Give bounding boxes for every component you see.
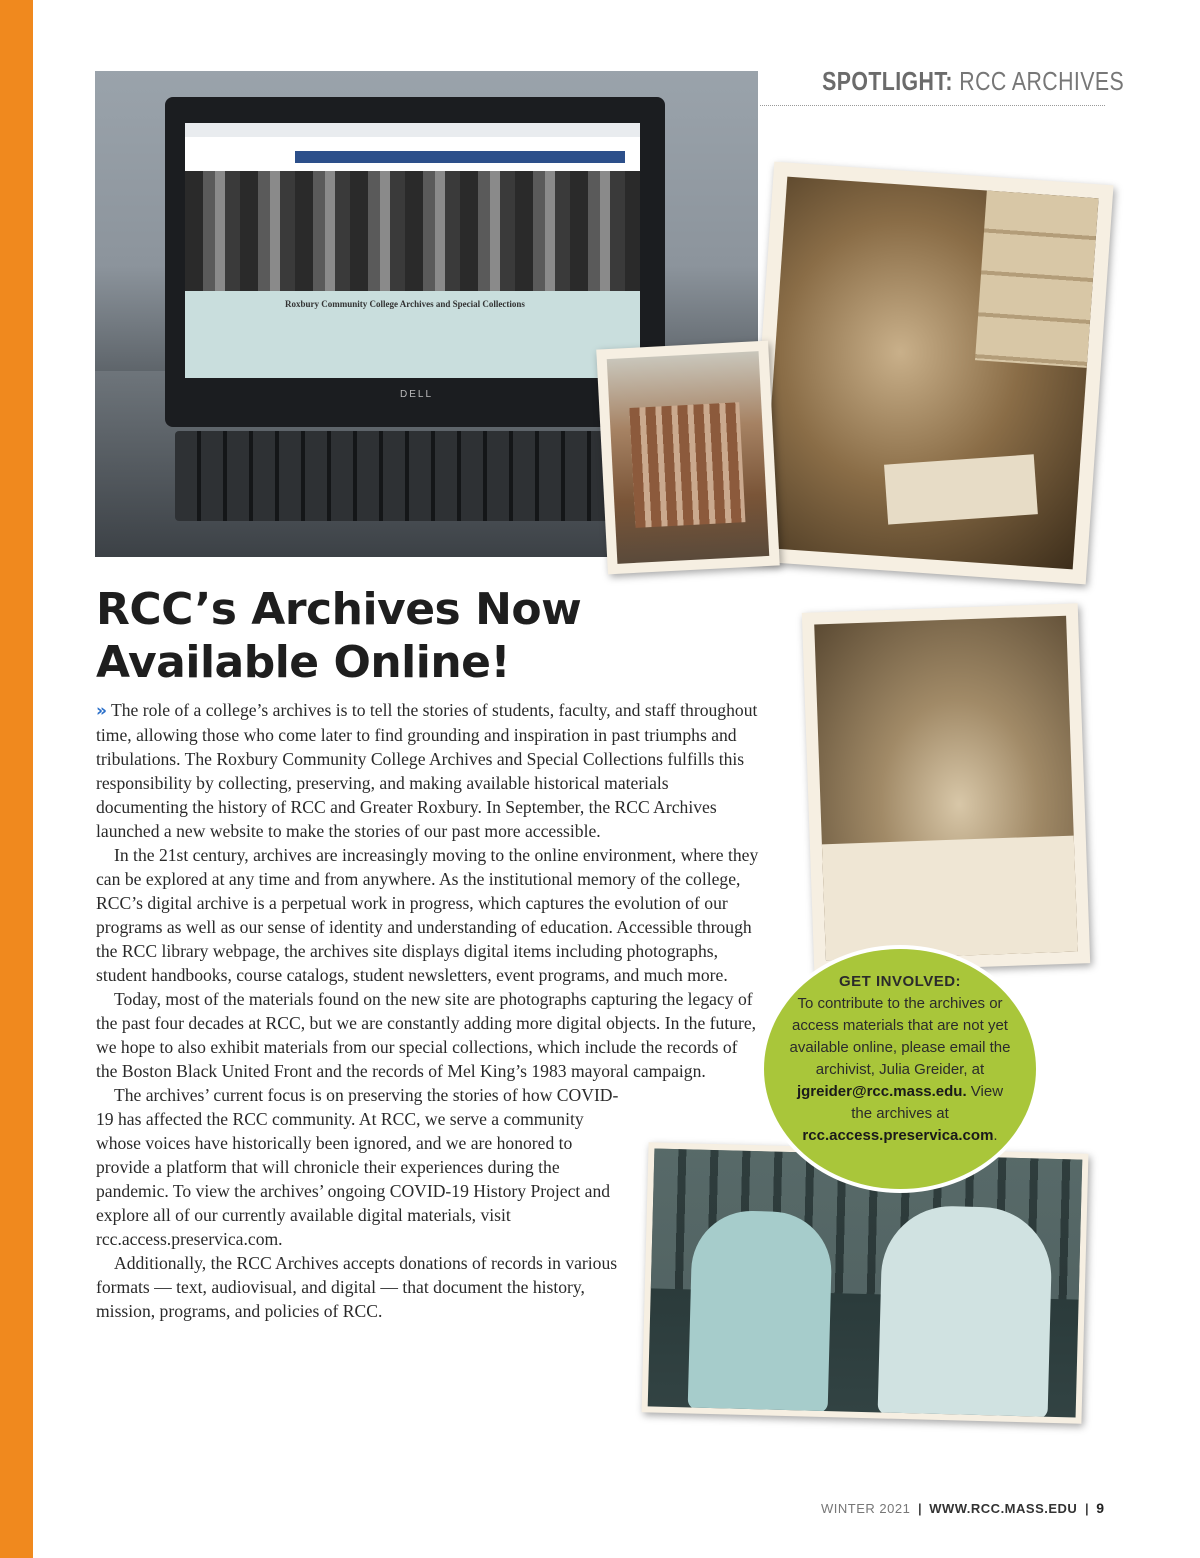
paragraph-2: In the 21st century, archives are increasingly moving to the online environment, where they can be explored at any time and from anywhere. As the institutional memory of the college, RCC’s digital archive is a perpetual work in progress, which captures the evolution of our programs as well as our sense of identity and understanding of education. Accessible through the RCC library webpage, the archives site displays digital items including photographs, student handbooks, course catalogs, student newsletters, event programs, and much more. bbox=[96, 845, 759, 985]
callout-text-1: To contribute to the archives or access materials that are not yet available online, please email the archivist, Julia Greider, at bbox=[789, 995, 1011, 1078]
photo-typing-frame bbox=[746, 162, 1113, 585]
footer-url[interactable]: WWW.RCC.MASS.EDU bbox=[929, 1501, 1078, 1516]
brick-building bbox=[629, 402, 745, 528]
footer-separator: | bbox=[1084, 1501, 1089, 1516]
keyboard-in-photo bbox=[884, 454, 1038, 524]
callout-content bbox=[788, 971, 1012, 1147]
article-title: RCC’s Archives Now Available Online! bbox=[96, 584, 582, 688]
paragraph-5: Additionally, the RCC Archives accepts donations of records in various formats — text, audiovisual, and digital — that document the history, mission, programs, and policies of RCC. bbox=[96, 1253, 618, 1321]
callout-site-link[interactable]: rcc.access.preservica.com bbox=[802, 1127, 994, 1144]
file-cabinets bbox=[975, 191, 1099, 368]
photo-typing bbox=[761, 177, 1098, 570]
website-nav bbox=[295, 151, 625, 163]
cafeteria-table bbox=[822, 836, 1078, 961]
callout-heading: GET INVOLVED: bbox=[838, 973, 962, 990]
photo-building bbox=[607, 351, 770, 564]
photo-cafeteria bbox=[814, 616, 1078, 961]
person-right bbox=[878, 1204, 1053, 1417]
browser-bar bbox=[185, 123, 640, 137]
double-chevron-right-icon: » bbox=[96, 701, 107, 721]
page-number: 9 bbox=[1096, 1500, 1104, 1516]
website-hero-photo bbox=[185, 171, 640, 291]
paragraph-3: Today, most of the materials found on the new site are photographs capturing the legacy of the past four decades at RCC, but we are constantly adding more digital objects. In the future, we hope to also exhibit materials from our special collections, which include the records of the Boston Black United Front and the records of Mel King’s 1983 mayoral campaign. bbox=[96, 989, 757, 1081]
website-title: Roxbury Community College Archives and Special Collections bbox=[285, 299, 525, 309]
page-footer bbox=[821, 1500, 1104, 1516]
photo-cafeteria-frame bbox=[802, 603, 1090, 972]
footer-season: WINTER 2021 bbox=[821, 1501, 911, 1516]
callout-text-3: . bbox=[993, 1127, 998, 1144]
callout-text-2: View the archives at bbox=[851, 1083, 1004, 1122]
section-header bbox=[822, 66, 1125, 97]
photo-building-frame bbox=[596, 341, 780, 575]
get-involved-callout bbox=[760, 945, 1040, 1193]
paragraph-4: The archives’ current focus is on preserving the stories of how COVID-19 has affected the RCC community. At RCC, we serve a community whose voices have historically been ignored, and we are honored to provide a platform that will chronicle their experiences during the pandemic. To view the archives’ ongoing COVID-19 History Project and explore all of our currently available digital materials, visit rcc.access.preservica.com. bbox=[96, 1085, 619, 1249]
section-header-light: RCC ARCHIVES bbox=[959, 66, 1125, 96]
paragraph-1-text: The role of a college’s archives is to tell the stories of students, faculty, and staff throughout time, allowing those who come later to find grounding and inspiration in past triumphs and tribulations. The Roxbury Community College Archives and Special Collections fulfills this responsibility by collecting, preserving, and making available historical materials documenting the history of RCC and Greater Roxbury. In September, the RCC Archives launched a new website to make the stories of our past more accessible. bbox=[96, 700, 758, 841]
paragraph-1 bbox=[96, 698, 761, 843]
laptop-logo: DELL bbox=[400, 389, 434, 400]
article-body bbox=[96, 698, 761, 1323]
orange-side-bar bbox=[0, 0, 33, 1558]
callout-email-link[interactable]: jgreider@rcc.mass.edu. bbox=[796, 1083, 967, 1100]
header-divider bbox=[760, 105, 1105, 106]
footer-separator: | bbox=[917, 1501, 922, 1516]
laptop-screen bbox=[185, 123, 640, 378]
section-header-bold: SPOTLIGHT: bbox=[822, 66, 953, 96]
